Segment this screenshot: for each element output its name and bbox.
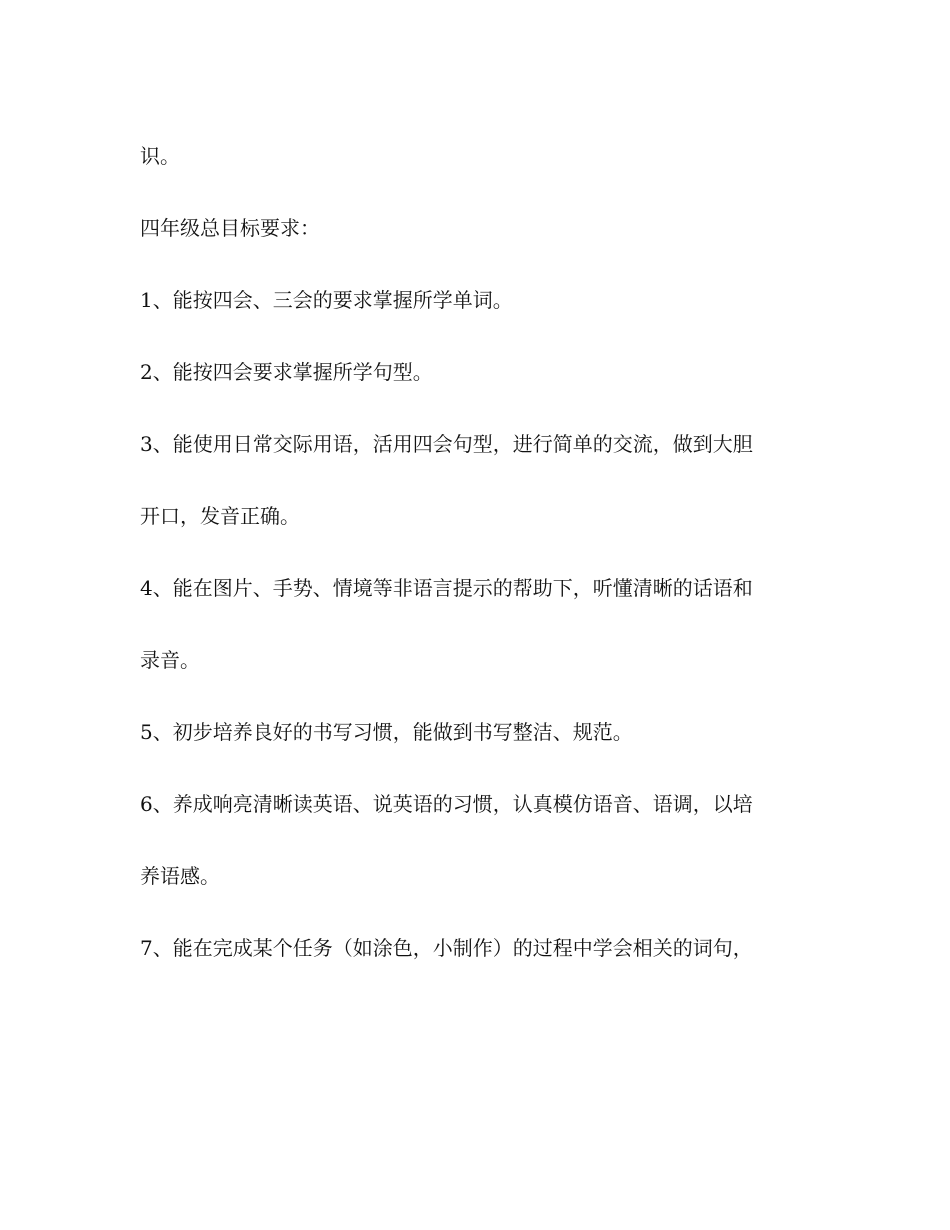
section-heading: 四年级总目标要求： xyxy=(140,216,320,240)
list-item-2: 2、能按四会要求掌握所学句型。 xyxy=(140,360,433,384)
list-item-1: 1、能按四会、三会的要求掌握所学单词。 xyxy=(140,288,513,312)
list-item-6-cont: 养语感。 xyxy=(140,864,220,888)
list-item-3-cont: 开口，发音正确。 xyxy=(140,504,300,528)
list-item-4-cont: 录音。 xyxy=(140,648,200,672)
list-item-3: 3、能使用日常交际用语，活用四会句型，进行简单的交流，做到大胆 xyxy=(140,432,753,456)
list-item-7: 7、能在完成某个任务（如涂色，小制作）的过程中学会相关的词句， xyxy=(140,936,753,960)
list-item-5: 5、初步培养良好的书写习惯，能做到书写整洁、规范。 xyxy=(140,720,633,744)
list-item-6: 6、养成响亮清晰读英语、说英语的习惯，认真模仿语音、语调，以培 xyxy=(140,792,753,816)
list-item-4: 4、能在图片、手势、情境等非语言提示的帮助下，听懂清晰的话语和 xyxy=(140,576,753,600)
text-line: 识。 xyxy=(140,144,180,168)
